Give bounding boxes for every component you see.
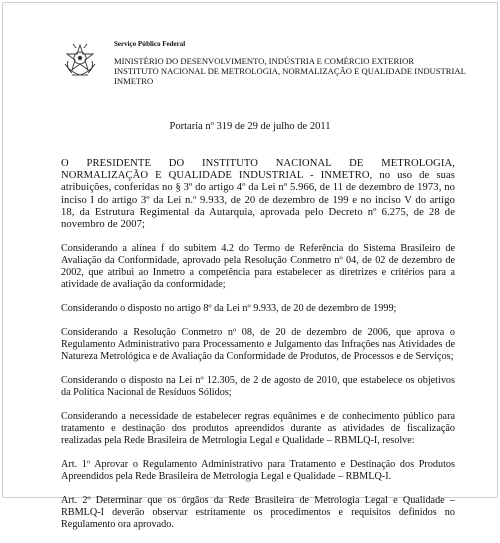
- considering-paragraph: Considerando a alínea f do subitem 4.2 do Termo de Referência do Sistema Brasileiro de Avaliação da Conformidade, aprovado pela Resolução Conmetro nº 04, de 02 de dezembro de 2002, que atribui ao Inmetro a competência para estabelecer as diretrizes e critérios para a atividade de avaliação da conformidade;: [61, 242, 455, 291]
- institution-block: [114, 56, 484, 86]
- institute-acronym: INMETRO: [114, 76, 154, 86]
- service-label: Serviço Público Federal: [114, 40, 186, 48]
- considering-paragraph: Considerando a Resolução Conmetro nº 08, de 20 de dezembro de 2006, que aprova o Regulamento Administrativo para Processamento e Julgamento das Infrações nas Atividades de Natureza Metrológica e de Avaliação da Conformidade de Produtos, de Processos e de Serviços;: [61, 326, 455, 363]
- ministry-name: MINISTÉRIO DO DESENVOLVIMENTO, INDÚSTRIA E COMÉRCIO EXTERIOR: [114, 56, 415, 66]
- considering-paragraph: Considerando o disposto no artigo 8º da Lei nº 9.933, de 20 de dezembro de 1999;: [61, 303, 397, 315]
- considering-paragraph: Considerando o disposto na Lei nº 12.305, de 2 de agosto de 2010, que estabelece os objetivos da Política Nacional de Resíduos Sólidos;: [61, 374, 455, 399]
- institute-name: INSTITUTO NACIONAL DE METROLOGIA, NORMALIZAÇÃO E QUALIDADE INDUSTRIAL: [114, 66, 466, 76]
- document-title: Portaria nº 319 de 29 de julho de 2011: [169, 121, 331, 132]
- document-body: [61, 158, 455, 543]
- article-paragraph: Art. 1º Aprovar o Regulamento Administrativo para Tratamento e Destinação dos Produtos Apreendidos pela Rede Brasileira de Metrologia Legal e Qualidade – RBMLQ-I.: [61, 458, 455, 483]
- preamble-paragraph: O PRESIDENTE DO INSTITUTO NACIONAL DE METROLOGIA, NORMALIZAÇÃO E QUALIDADE INDUSTRIAL - INMETRO, no uso de suas atribuições, conferidas no § 3º do artigo 4º da Lei nº 5.966, de 11 de dezembro de 1973, no inciso I do artigo 3º da Lei n.º 9.933, de 20 de dezembro de 199 e no inciso V do artigo 18, da Estrutura Regimental da Autarquia, aprovada pelo Decreto nº 6.275, de 28 de novembro de 2007;: [61, 158, 455, 231]
- brazil-coat-of-arms-icon: [62, 42, 98, 78]
- article-paragraph: Art. 2º Determinar que os órgãos da Rede Brasileira de Metrologia Legal e Qualidade – RBMLQ-I deverão observar estritamente os procedimentos e requisitos definidos no Regulamento ora aprovado.: [61, 494, 455, 531]
- considering-paragraph: Considerando a necessidade de estabelecer regras equânimes e de conhecimento público para tratamento e destinação dos produtos apreendidos durante as atividades de fiscalização realizadas pela Rede Brasileira de Metrologia Legal e Qualidade – RBMLQ-I, resolve:: [61, 410, 455, 447]
